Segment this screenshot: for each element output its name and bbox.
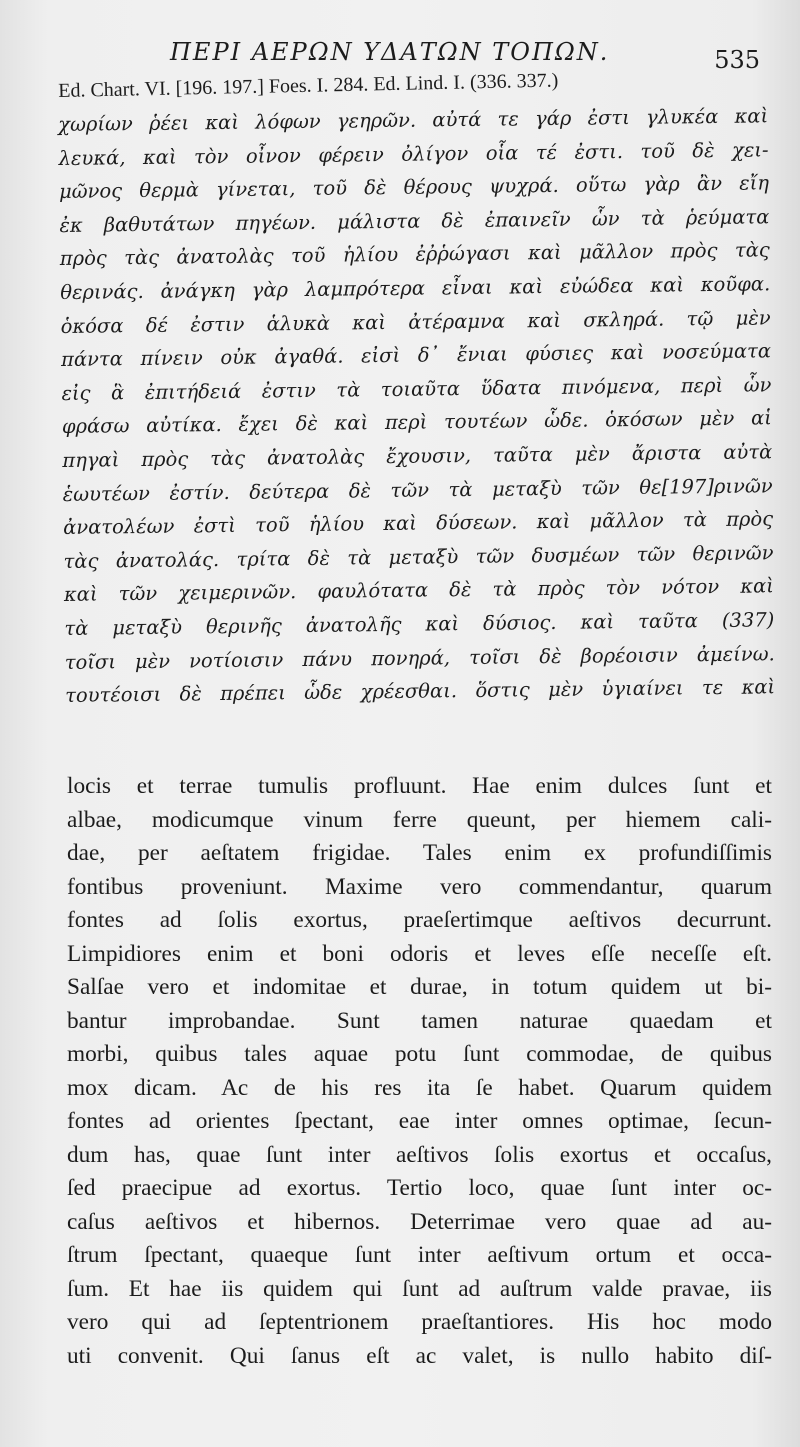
greek-text-line: καὶ τῶν χειμερινῶν. φαυλότατα δὲ τὰ πρὸς τὸν νότον καὶ <box>63 574 775 607</box>
page-number: 535 <box>714 46 760 74</box>
latin-text-line: Salſae vero et indomitae et durae, in totum quidem ut bi- <box>67 974 772 1000</box>
greek-text-line: πηγαὶ πρὸς τὰς ἀνατολὰς ἔχουσιν, ταῦτα μὲν ἄριστα αὐτὰ <box>62 440 773 472</box>
latin-text-line: uti convenit. Qui ſanus eſt ac valet, is nullo habito diſ- <box>67 1342 772 1369</box>
latin-text-line: mox dicam. Ac de his res ita ſe habet. Quarum quidem <box>67 1074 772 1101</box>
greek-text-line: ἐκ βαθυτάτων πηγέων. μάλιστα δὲ ἐπαινεῖν ὧν τὰ ῥεύματα <box>59 205 770 237</box>
latin-text-line: ſum. Et hae iis quidem qui ſunt ad auſtrum valde pravae, iis <box>67 1275 772 1302</box>
greek-text-line: χωρίων ῥέει καὶ λόφων γεηρῶν. αὐτά τε γάρ ἐστι γλυκέα καὶ <box>58 104 769 136</box>
greek-text-block <box>58 99 775 712</box>
latin-text-line: ſed praecipue ad exortus. Tertio loco, quae ſunt inter oc- <box>67 1175 772 1201</box>
latin-text-line: fontibus proveniunt. Maxime vero commendantur, quarum <box>67 873 772 900</box>
latin-text-line: bantur improbandae. Sunt tamen naturae quaedam et <box>67 1007 772 1034</box>
latin-text-line: dum has, quae ſunt inter aeſtivos ſolis exortus et occaſus, <box>67 1141 772 1168</box>
latin-text-line: vero qui ad ſeptentrionem praeſtantiores. His hoc modo <box>67 1309 772 1335</box>
greek-text-line: τὰς ἀνατολάς. τρίτα δὲ τὰ μεταξὺ τῶν δυσμέων τῶν θερινῶν <box>63 541 774 573</box>
greek-text-line: θερινάς. ἀνάγκη γὰρ λαμπρότερα εἶναι καὶ εὐώδεα καὶ κοῦφα. <box>60 272 771 304</box>
greek-text-line: πάντα πίνειν οὐκ ἀγαθά. εἰσὶ δ᾽ ἔνιαι φύσιες καὶ νοσεύματα <box>60 339 772 372</box>
greek-text-line: ἑωυτέων ἐστίν. δεύτερα δὲ τῶν τὰ μεταξὺ τῶν θε[197]ρινῶν <box>62 473 773 506</box>
greek-text-line: φράσω αὐτίκα. ἔχει δὲ καὶ περὶ τουτέων ὧδε. ὁκόσων μὲν αἱ <box>61 406 772 439</box>
latin-text-line: albae, modicumque vinum ferre queunt, per hiemem cali- <box>67 806 772 833</box>
greek-text-line: τουτέοισι δὲ πρέπει ὧδε χρέεσθαι. ὅστις μὲν ὑγιαίνει τε καὶ <box>65 675 776 708</box>
latin-text-line: morbi, quibus tales aquae potu ſunt commodae, de quibus <box>67 1041 772 1067</box>
latin-text-line: fontes ad orientes ſpectant, eae inter omnes optimae, ſecun- <box>67 1108 772 1134</box>
greek-text-line: τοῖσι μὲν νοτίοισιν πάνυ πονηρά, τοῖσι δὲ βορέοισιν ἀμείνω. <box>64 641 775 674</box>
edition-reference-line: Ed. Chart. VI. [196. 197.] Foes. I. 284. Ed. Lind. I. (336. 337.) <box>58 69 559 102</box>
greek-text-line: λευκά, καὶ τὸν οἶνον φέρειν ὀλίγον οἷα τέ ἐστι. τοῦ δὲ χει- <box>58 137 769 170</box>
latin-text-line: Limpidiores enim et boni odoris et leves eſſe neceſſe eſt. <box>67 940 772 967</box>
running-head-title: ΠΕΡΙ ΑΕΡΩΝ ΥΔΑΤΩΝ ΤΟΠΩΝ. <box>170 38 610 66</box>
latin-text-line: fontes ad ſolis exortus, praeſertimque aeſtivos decurrunt. <box>67 907 772 933</box>
latin-text-line: locis et terrae tumulis profluunt. Hae enim dulces ſunt et <box>67 773 772 799</box>
greek-text-line: πρὸς τὰς ἀνατολὰς τοῦ ἡλίου ἐῤῥώγασι καὶ μᾶλλον πρὸς τὰς <box>59 238 770 271</box>
greek-text-line: μῶνος θερμὰ γίνεται, τοῦ δὲ θέρους ψυχρά. οὕτω γὰρ ἂν εἴη <box>58 171 770 204</box>
latin-text-line: caſus aeſtivos et hibernos. Deterrimae vero quae ad au- <box>67 1208 772 1235</box>
greek-text-line: τὰ μεταξὺ θερινῆς ἀνατολῆς καὶ δύσιος. καὶ ταῦτα (337) <box>64 608 775 640</box>
greek-text-line: εἰς ἃ ἐπιτήδειά ἐστιν τὰ τοιαῦτα ὕδατα πινόμενα, περὶ ὧν <box>61 373 772 405</box>
latin-text-line: ſtrum ſpectant, quaeque ſunt inter aeſtivum ortum et occa- <box>67 1242 772 1268</box>
latin-text-line: dae, per aeſtatem frigidae. Tales enim ex profundiſſimis <box>67 840 772 866</box>
latin-text-block <box>67 770 772 1373</box>
greek-text-line: ἀνατολέων ἐστὶ τοῦ ἡλίου καὶ δύσεων. καὶ μᾶλλον τὰ πρὸς <box>62 507 774 540</box>
greek-text-line: ὁκόσα δέ ἐστιν ἁλυκὰ καὶ ἀτέραμνα καὶ σκληρά. τῷ μὲν <box>60 305 771 338</box>
